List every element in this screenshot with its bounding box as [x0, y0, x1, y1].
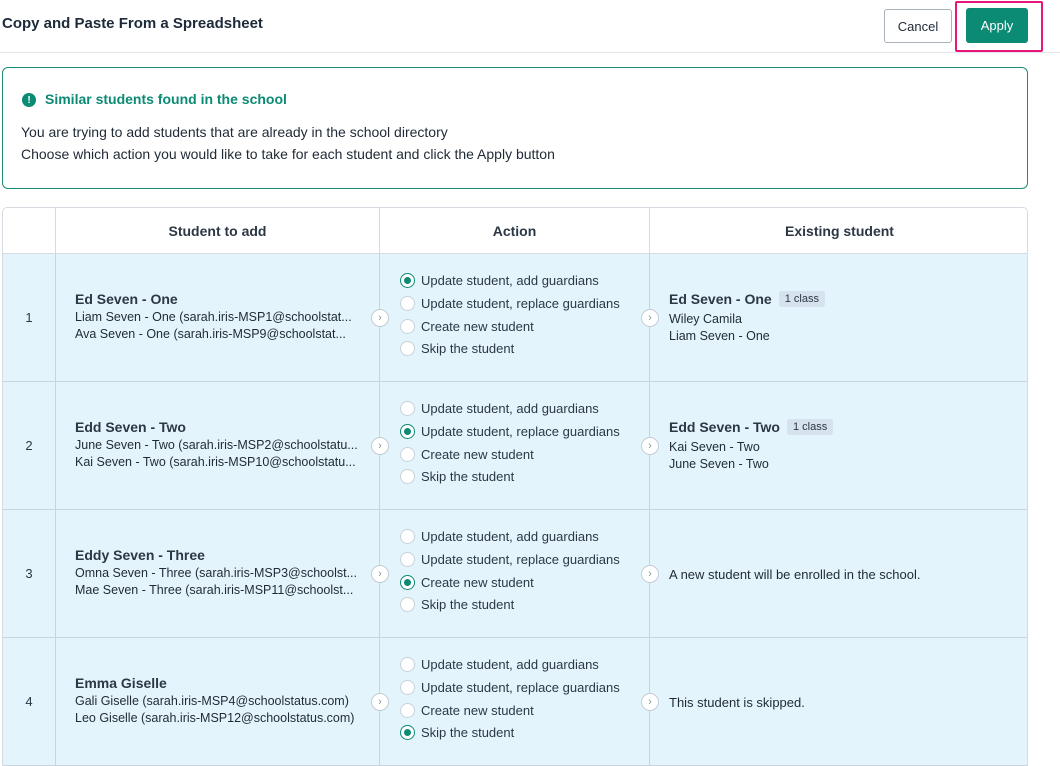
chevron-right-icon[interactable]: › [371, 565, 389, 583]
existing-guardian-entry: June Seven - Two [669, 457, 769, 471]
existing-student-name-text: Ed Seven - One [669, 291, 772, 307]
action-option-label: Update student, add guardians [421, 656, 599, 672]
student-to-add-cell [55, 254, 379, 381]
action-option-label: Skip the student [421, 724, 515, 740]
student-to-add-cell [55, 510, 379, 637]
existing-guardian-entry: Liam Seven - One [669, 329, 770, 343]
class-count-badge: 1 class [779, 291, 825, 307]
chevron-right-icon[interactable]: › [371, 437, 389, 455]
existing-student-name-text: Edd Seven - Two [669, 419, 780, 435]
existing-student-cell [649, 254, 1028, 381]
alert-message-line-1: You are trying to add students that are already in the school directory [21, 124, 448, 140]
action-radio-option[interactable] [400, 445, 534, 463]
cancel-button[interactable]: Cancel [884, 9, 952, 43]
guardian-entry: Mae Seven - Three (sarah.iris-MSP11@schoolst... [75, 583, 354, 597]
guardian-entry: Gali Giselle (sarah.iris-MSP4@schoolstatus.com) [75, 694, 349, 708]
student-to-add-cell [55, 382, 379, 509]
students-table [2, 207, 1028, 766]
guardian-entry: Kai Seven - Two (sarah.iris-MSP10@schoolstatu... [75, 455, 356, 469]
guardian-entry: June Seven - Two (sarah.iris-MSP2@schoolstatu... [75, 438, 358, 452]
action-option-label: Update student, add guardians [421, 400, 599, 416]
radio-checked-icon[interactable] [400, 575, 415, 590]
chevron-right-icon[interactable]: › [371, 309, 389, 327]
existing-student-message: A new student will be enrolled in the school. [669, 567, 921, 582]
existing-student-name [669, 291, 825, 307]
alert-title: Similar students found in the school [45, 91, 287, 107]
radio-unchecked-icon[interactable] [400, 319, 415, 334]
apply-button[interactable]: Apply [966, 8, 1028, 43]
student-name: Emma Giselle [75, 675, 167, 691]
action-option-label: Create new student [421, 574, 534, 590]
student-name: Eddy Seven - Three [75, 547, 205, 563]
similar-students-alert [2, 67, 1028, 189]
class-count-badge: 1 class [787, 419, 833, 435]
action-radio-option[interactable] [400, 595, 514, 613]
column-header-student-to-add: Student to add [55, 208, 379, 254]
existing-student-cell [649, 638, 1028, 765]
alert-message-line-2: Choose which action you would like to take for each student and click the Apply button [21, 146, 555, 162]
action-radio-option[interactable] [400, 678, 620, 696]
radio-unchecked-icon[interactable] [400, 597, 415, 612]
action-cell [379, 254, 649, 381]
table-row [3, 382, 1028, 510]
existing-student-name [669, 419, 833, 435]
action-option-label: Skip the student [421, 468, 515, 484]
table-row [3, 510, 1028, 638]
guardian-entry: Liam Seven - One (sarah.iris-MSP1@schoolstat... [75, 310, 352, 324]
existing-student-cell [649, 510, 1028, 637]
radio-checked-icon[interactable] [400, 273, 415, 288]
student-name: Edd Seven - Two [75, 419, 186, 435]
radio-unchecked-icon[interactable] [400, 529, 415, 544]
existing-student-cell [649, 382, 1028, 509]
student-name: Ed Seven - One [75, 291, 178, 307]
radio-unchecked-icon[interactable] [400, 657, 415, 672]
action-radio-option[interactable] [400, 399, 599, 417]
action-option-label: Update student, replace guardians [421, 423, 620, 439]
radio-unchecked-icon[interactable] [400, 469, 415, 484]
guardian-entry: Omna Seven - Three (sarah.iris-MSP3@schoolst... [75, 566, 358, 580]
table-header [3, 208, 1028, 254]
row-index: 1 [25, 310, 33, 325]
action-radio-option[interactable] [400, 701, 534, 719]
action-option-label: Update student, add guardians [421, 528, 599, 544]
action-option-label: Update student, replace guardians [421, 295, 620, 311]
row-index: 4 [25, 694, 33, 709]
action-option-label: Create new student [421, 318, 534, 334]
chevron-right-icon[interactable]: › [641, 309, 659, 327]
action-option-label: Update student, add guardians [421, 272, 599, 288]
action-option-label: Create new student [421, 446, 534, 462]
action-cell [379, 638, 649, 765]
action-radio-option[interactable] [400, 573, 534, 591]
header-bar [0, 0, 1060, 53]
chevron-right-icon[interactable]: › [641, 693, 659, 711]
radio-unchecked-icon[interactable] [400, 552, 415, 567]
column-header-action: Action [379, 208, 649, 254]
radio-unchecked-icon[interactable] [400, 341, 415, 356]
row-index: 3 [25, 566, 33, 581]
radio-checked-icon[interactable] [400, 424, 415, 439]
action-radio-option[interactable] [400, 655, 599, 673]
action-option-label: Update student, replace guardians [421, 551, 620, 567]
existing-guardian-entry: Wiley Camila [669, 312, 742, 326]
existing-student-message: This student is skipped. [669, 695, 805, 710]
table-row [3, 254, 1028, 382]
action-radio-option[interactable] [400, 271, 599, 289]
chevron-right-icon[interactable]: › [371, 693, 389, 711]
guardian-entry: Leo Giselle (sarah.iris-MSP12@schoolstatus.com) [75, 711, 355, 725]
radio-unchecked-icon[interactable] [400, 296, 415, 311]
column-header-index [3, 208, 55, 254]
action-option-label: Create new student [421, 702, 534, 718]
action-cell [379, 382, 649, 509]
action-radio-option[interactable] [400, 422, 620, 440]
chevron-right-icon[interactable]: › [641, 565, 659, 583]
action-radio-option[interactable] [400, 339, 514, 357]
exclamation-circle-icon: ! [22, 93, 36, 107]
page-title: Copy and Paste From a Spreadsheet [2, 15, 263, 32]
action-option-label: Skip the student [421, 596, 515, 612]
radio-unchecked-icon[interactable] [400, 680, 415, 695]
action-radio-option[interactable] [400, 527, 599, 545]
column-header-existing-student: Existing student [649, 208, 1028, 254]
radio-unchecked-icon[interactable] [400, 401, 415, 416]
radio-checked-icon[interactable] [400, 725, 415, 740]
action-radio-option[interactable] [400, 723, 514, 741]
action-radio-option[interactable] [400, 317, 534, 335]
existing-guardian-entry: Kai Seven - Two [669, 440, 760, 454]
row-index: 2 [25, 438, 33, 453]
action-radio-option[interactable] [400, 467, 514, 485]
action-radio-option[interactable] [400, 550, 620, 568]
action-radio-option[interactable] [400, 294, 620, 312]
action-cell [379, 510, 649, 637]
student-to-add-cell [55, 638, 379, 765]
action-option-label: Update student, replace guardians [421, 679, 620, 695]
guardian-entry: Ava Seven - One (sarah.iris-MSP9@schoolstat... [75, 327, 346, 341]
table-row [3, 638, 1028, 766]
chevron-right-icon[interactable]: › [641, 437, 659, 455]
action-option-label: Skip the student [421, 340, 515, 356]
radio-unchecked-icon[interactable] [400, 447, 415, 462]
radio-unchecked-icon[interactable] [400, 703, 415, 718]
